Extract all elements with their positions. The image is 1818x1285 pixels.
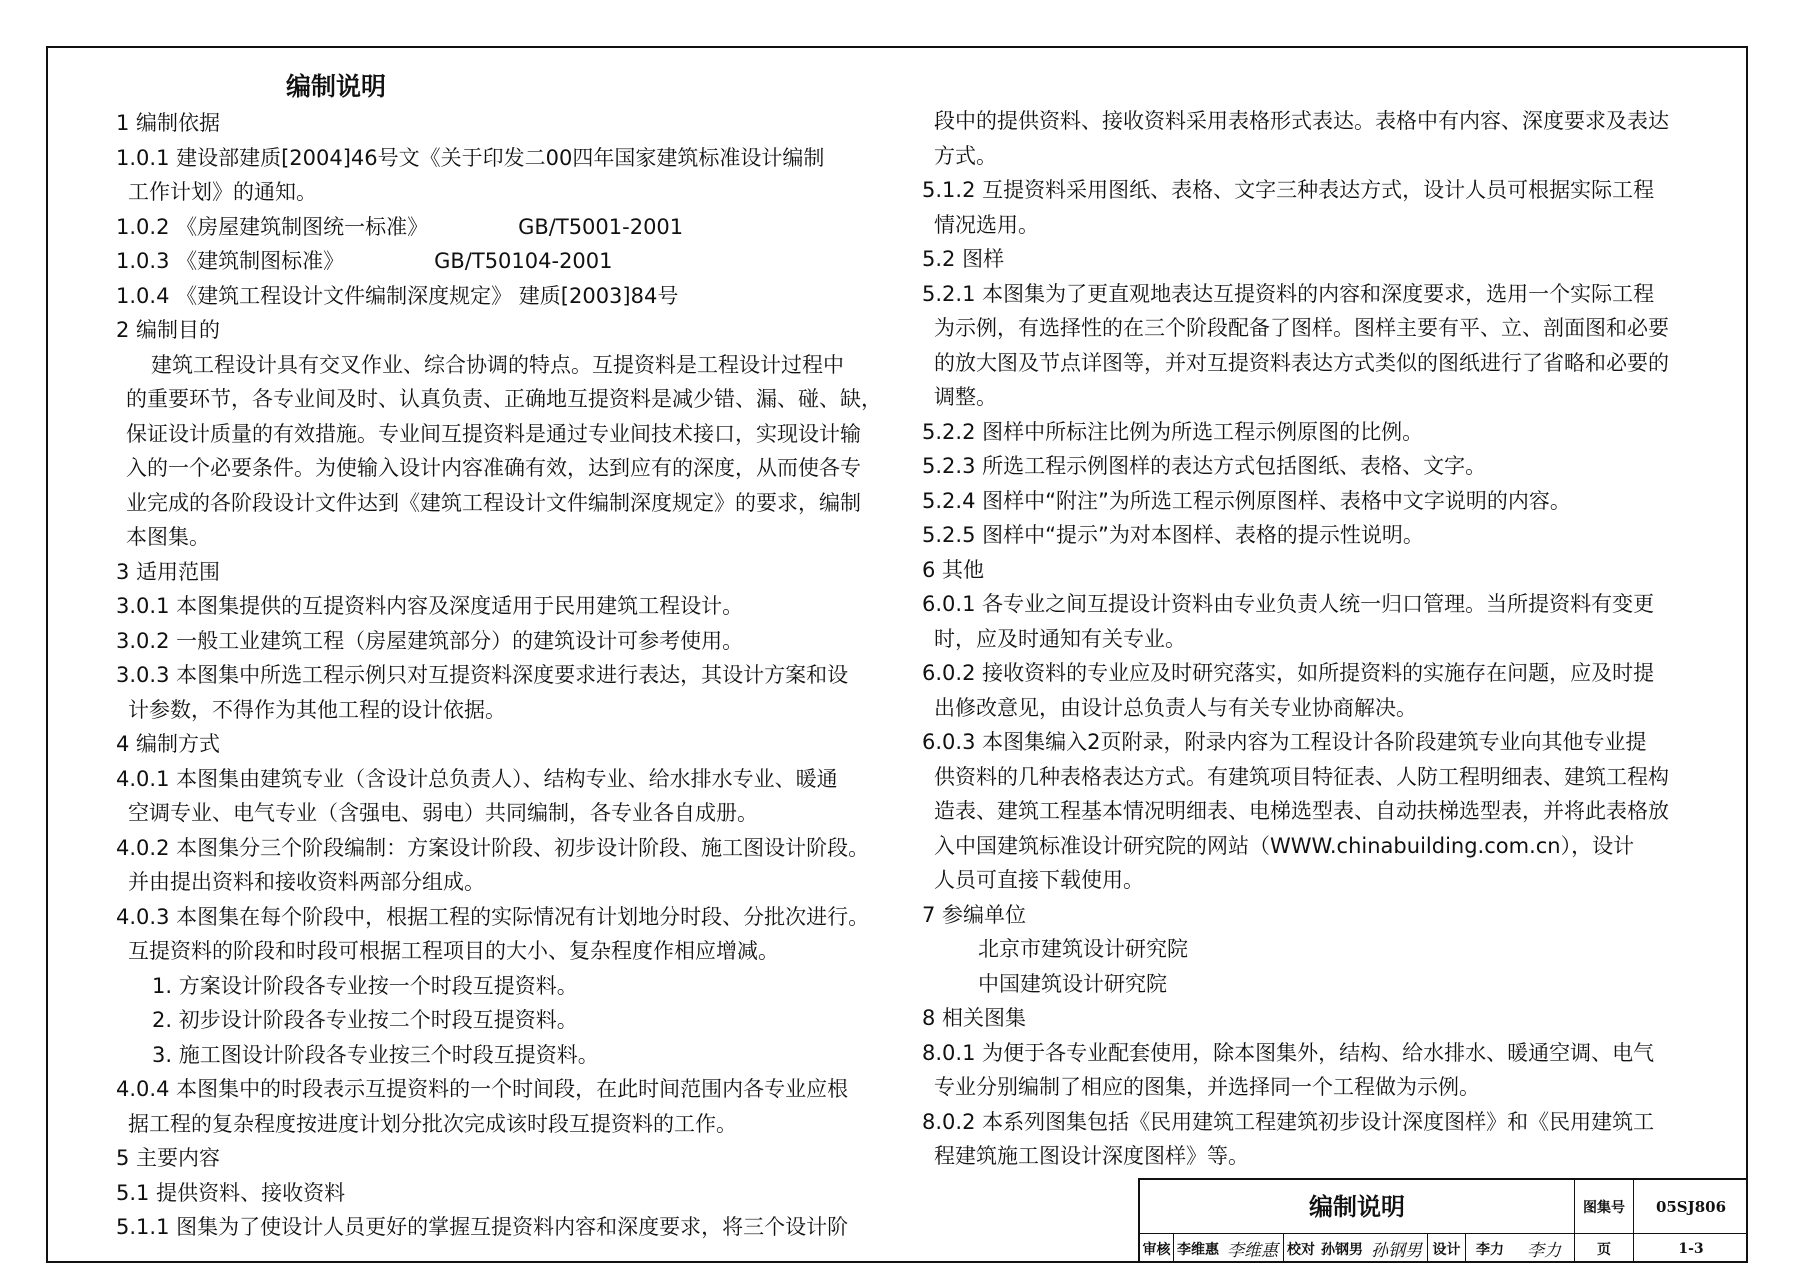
text-line-content: 中国建筑设计研究院	[978, 971, 1167, 996]
text-line	[116, 175, 878, 210]
review-label: 审核	[1140, 1234, 1174, 1263]
text-line	[116, 1038, 878, 1073]
text-line-content: 3. 施工图设计阶段各专业按三个时段互提资料。	[152, 1042, 599, 1067]
text-line-content: 入中国建筑标准设计研究院的网站（WWW.chinabuilding.com.cn），设计	[934, 833, 1635, 858]
text-line	[922, 1105, 1684, 1140]
text-line-content: 空调专业、电气专业（含强电、弱电）共同编制，各专业各自成册。	[128, 801, 758, 825]
text-line	[116, 451, 878, 486]
text-line	[116, 382, 882, 417]
text-line	[116, 486, 878, 521]
text-line	[922, 242, 1684, 277]
text-line	[922, 173, 1684, 208]
reviewer-name: 李维惠	[1177, 1241, 1219, 1258]
title-block-title: 编制说明	[1140, 1180, 1575, 1234]
text-line	[922, 1070, 1684, 1105]
designer-name: 李力	[1476, 1241, 1504, 1258]
text-line-content: 5.2.4 图样中“附注”为所选工程示例原图样、表格中文字说明的内容。	[922, 488, 1571, 513]
title-block	[1138, 1178, 1748, 1263]
text-line	[116, 796, 878, 831]
checker-name: 孙钢男	[1321, 1241, 1363, 1258]
text-line-content: 的放大图及节点详图等，并对互提资料表达方式类似的图纸进行了省略和必要的	[934, 350, 1669, 375]
text-line-content: 5.2.3 所选工程示例图样的表达方式包括图纸、表格、文字。	[922, 454, 1487, 478]
text-line	[922, 139, 1684, 174]
text-line	[116, 1107, 878, 1142]
text-line-content: 2. 初步设计阶段各专业按二个时段互提资料。	[152, 1008, 578, 1032]
text-line-content: 1.0.4 《建筑工程设计文件编制深度规定》 建质[2003]84号	[116, 283, 679, 308]
text-line	[116, 762, 878, 797]
page-title: 编制说明	[285, 72, 386, 101]
text-line-content: 5.2.5 图样中“提示”为对本图样、表格的提示性说明。	[922, 523, 1424, 547]
text-line	[116, 1176, 878, 1211]
text-line-content: 本图集。	[126, 525, 210, 549]
text-line-content: 6.0.1 各专业之间互提设计资料由专业负责人统一归口管理。当所提资料有变更	[922, 592, 1655, 616]
text-line-content: 2 编制目的	[116, 318, 221, 342]
text-line-content: 段中的提供资料、接收资料采用表格形式表达。表格中有内容、深度要求及表达	[934, 109, 1669, 133]
text-line-content: 4 编制方式	[116, 732, 221, 756]
text-line	[116, 1072, 878, 1107]
text-line	[922, 380, 1684, 415]
checker-signature: 孙钢男	[1366, 1234, 1428, 1263]
reviewer-signature: 李维惠	[1222, 1234, 1284, 1263]
text-line-content: 5 主要内容	[116, 1146, 221, 1170]
text-line-content: 1.0.2 《房屋建筑制图统一标准》	[116, 214, 429, 239]
title-block-row-top	[1140, 1180, 1748, 1234]
text-line-content: 专业分别编制了相应的图集，并选择同一个工程做为示例。	[934, 1075, 1480, 1099]
text-line	[116, 348, 878, 383]
text-line	[116, 417, 878, 452]
text-line	[116, 244, 878, 279]
text-line-content: 保证设计质量的有效措施。专业间互提资料是通过专业间技术接口，实现设计输	[126, 421, 861, 446]
text-line-content: 6.0.2 接收资料的专业应及时研究落实，如所提资料的实施存在问题，应及时提	[922, 661, 1655, 685]
text-line-content: 并由提出资料和接收资料两部分组成。	[128, 870, 485, 894]
text-line	[922, 932, 1684, 967]
text-line	[116, 900, 878, 935]
text-line	[922, 898, 1684, 933]
right-column	[922, 104, 1684, 1174]
text-line-content: 入的一个必要条件。为使输入设计内容准确有效，达到应有的深度，从而使各专	[126, 456, 861, 480]
text-line-content: 的重要环节，各专业间及时、认真负责、正确地互提资料是减少错、漏、碰、缺，	[126, 387, 882, 411]
text-line	[922, 104, 1684, 139]
text-line-content: 互提资料的阶段和时段可根据工程项目的大小、复杂程度作相应增减。	[128, 939, 779, 963]
standard-code: GB/T5001-2001	[518, 214, 684, 239]
text-line	[116, 555, 878, 590]
text-line-content: 4.0.4 本图集中的时段表示互提资料的一个时间段，在此时间范围内各专业应根	[116, 1077, 849, 1101]
text-line-content: 8 相关图集	[922, 1006, 1027, 1030]
text-line-content: 8.0.1 为便于各专业配套使用，除本图集外，结构、给水排水、暖通空调、电气	[922, 1040, 1655, 1065]
text-line	[116, 865, 878, 900]
text-line-content: 6.0.3 本图集编入2页附录，附录内容为工程设计各阶段建筑专业向其他专业提	[922, 730, 1647, 754]
text-line	[116, 1141, 878, 1176]
text-line-content: 3 适用范围	[116, 559, 221, 584]
left-text-block	[116, 106, 882, 1245]
text-line-content: 5.1.1 图集为了使设计人员更好的掌握互提资料内容和深度要求，将三个设计阶	[116, 1215, 849, 1239]
text-line-content: 1.0.3 《建筑制图标准》	[116, 249, 345, 273]
text-line-content: 工作计划》的通知。	[128, 180, 317, 204]
text-line	[116, 693, 878, 728]
text-line	[922, 967, 1684, 1002]
text-line-content: 4.0.1 本图集由建筑专业（含设计总负责人）、结构专业、给水排水专业、暖通	[116, 766, 838, 791]
right-text-block	[922, 104, 1684, 1174]
designer-signature: 李力	[1514, 1234, 1575, 1263]
text-line-content: 时，应及时通知有关专业。	[934, 626, 1186, 651]
text-line	[922, 622, 1684, 657]
atlas-number-label: 图集号	[1575, 1180, 1634, 1233]
text-line-content: 4.0.2 本图集分三个阶段编制：方案设计阶段、初步设计阶段、施工图设计阶段。	[116, 835, 870, 860]
text-line-content: 3.0.3 本图集中所选工程示例只对互提资料深度要求进行表达，其设计方案和设	[116, 663, 849, 687]
text-line	[116, 520, 878, 555]
text-line	[116, 624, 878, 659]
text-line-content: 计参数，不得作为其他工程的设计依据。	[128, 697, 506, 722]
text-line	[922, 277, 1684, 312]
text-line-content: 供资料的几种表格表达方式。有建筑项目特征表、人防工程明细表、建筑工程构	[934, 764, 1669, 789]
text-line	[922, 656, 1684, 691]
text-line-content: 7 参编单位	[922, 902, 1027, 927]
text-line-content: 人员可直接下载使用。	[934, 868, 1144, 892]
text-line	[116, 279, 878, 314]
text-line-content: 据工程的复杂程度按进度计划分批次完成该时段互提资料的工作。	[128, 1111, 737, 1136]
title-block-row-bottom	[1140, 1234, 1748, 1263]
text-line-content: 为示例，有选择性的在三个阶段配备了图样。图样主要有平、立、剖面图和必要	[934, 316, 1669, 340]
text-line	[922, 1036, 1684, 1071]
text-line	[116, 1003, 878, 1038]
text-line	[922, 725, 1684, 760]
text-line-content: 方式。	[934, 143, 997, 168]
text-line-content: 1.0.1 建设部建质[2004]46号文《关于印发二00四年国家建筑标准设计编制	[116, 145, 825, 170]
text-line	[922, 449, 1684, 484]
text-line	[116, 106, 878, 141]
text-line-content: 3.0.2 一般工业建筑工程（房屋建筑部分）的建筑设计可参考使用。	[116, 628, 744, 653]
text-line	[116, 210, 878, 245]
text-line	[922, 760, 1684, 795]
text-line	[922, 1001, 1684, 1036]
text-line-content: 8.0.2 本系列图集包括《民用建筑工程建筑初步设计深度图样》和《民用建筑工	[922, 1109, 1655, 1134]
text-line-content: 5.2 图样	[922, 247, 1005, 271]
standard-code: GB/T50104-2001	[434, 249, 613, 273]
text-line-content: 程建筑施工图设计深度图样》等。	[934, 1144, 1249, 1168]
text-line-content: 情况选用。	[934, 212, 1039, 237]
text-line	[922, 1139, 1684, 1174]
text-line	[922, 346, 1684, 381]
left-column	[116, 68, 882, 1245]
text-line-content: 业完成的各阶段设计文件达到《建筑工程设计文件编制深度规定》的要求，编制	[126, 490, 861, 515]
text-line-content: 4.0.3 本图集在每个阶段中，根据工程的实际情况有计划地分时段、分批次进行。	[116, 904, 870, 929]
design-label: 设计	[1428, 1234, 1466, 1263]
page-label: 页	[1575, 1234, 1634, 1263]
text-line	[116, 141, 878, 176]
text-line-content: 5.2.1 本图集为了更直观地表达互提资料的内容和深度要求，选用一个实际工程	[922, 281, 1655, 306]
check-label: 校对	[1287, 1241, 1315, 1258]
text-line-content: 5.1.2 互提资料采用图纸、表格、文字三种表达方式，设计人员可根据实际工程	[922, 178, 1655, 202]
text-line-content: 1. 方案设计阶段各专业按一个时段互提资料。	[152, 973, 578, 998]
text-line-content: 5.2.2 图样中所标注比例为所选工程示例原图的比例。	[922, 419, 1424, 444]
text-line-content: 5.1 提供资料、接收资料	[116, 1180, 346, 1205]
text-line-content: 建筑工程设计具有交叉作业、综合协调的特点。互提资料是工程设计过程中	[151, 352, 844, 377]
text-line	[116, 727, 878, 762]
text-line	[922, 553, 1684, 588]
text-line-content: 造表、建筑工程基本情况明细表、电梯选型表、自动扶梯选型表，并将此表格放	[934, 799, 1669, 823]
text-line-content: 6 其他	[922, 557, 985, 582]
text-line	[922, 691, 1684, 726]
text-line	[116, 589, 878, 624]
text-line	[922, 829, 1684, 864]
text-line	[116, 658, 878, 693]
text-line-content: 3.0.1 本图集提供的互提资料内容及深度适用于民用建筑工程设计。	[116, 594, 744, 618]
text-line	[922, 518, 1684, 553]
text-line	[116, 1210, 878, 1245]
text-line	[116, 313, 878, 348]
text-line	[116, 934, 878, 969]
text-line	[922, 794, 1684, 829]
text-line	[922, 208, 1684, 243]
text-line	[116, 969, 878, 1004]
text-line-content: 北京市建筑设计研究院	[978, 937, 1188, 961]
text-line-content: 1 编制依据	[116, 111, 221, 135]
text-line	[922, 484, 1684, 519]
text-line	[922, 587, 1684, 622]
atlas-number: 05SJ806	[1655, 1197, 1727, 1216]
text-line	[922, 863, 1684, 898]
text-line-content: 调整。	[934, 385, 997, 409]
text-line	[922, 311, 1684, 346]
text-line-content: 出修改意见，由设计总负责人与有关专业协商解决。	[934, 695, 1417, 720]
text-line	[922, 415, 1684, 450]
text-line	[116, 831, 878, 866]
page-number: 1-3	[1678, 1240, 1704, 1257]
